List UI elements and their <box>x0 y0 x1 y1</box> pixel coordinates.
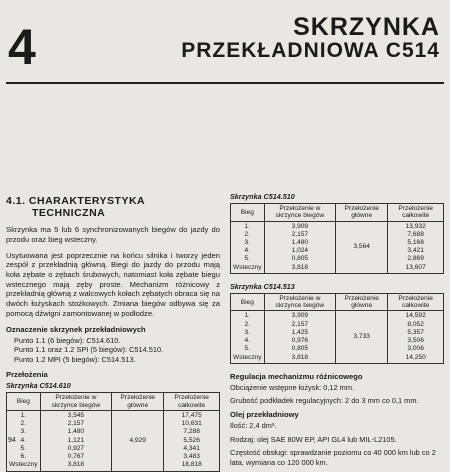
col-header-total-ratio: Przełożenie całkowite <box>388 204 444 222</box>
table-row <box>231 221 444 273</box>
ratio-table-513 <box>230 293 444 364</box>
box-ratio-value: 3,909 <box>291 222 309 230</box>
gear-value: 2. <box>244 320 251 328</box>
gear-value: 3. <box>244 328 251 336</box>
box-ratio-value: 1,480 <box>67 428 85 436</box>
ratios-heading: Przełożenia <box>6 370 48 380</box>
section-title-line-1: 4.1. CHARAKTERYSTYKA <box>6 195 146 207</box>
gear-value: 5. <box>20 444 27 452</box>
box-ratio-value: 3,545 <box>67 411 85 419</box>
table-header-row <box>231 293 444 311</box>
model-item: Punto 1.1 (6 biegów): C514.610. <box>14 335 121 345</box>
total-ratio-value: 3,006 <box>407 345 424 353</box>
right-column <box>230 190 444 472</box>
gear-value: 5. <box>244 345 251 353</box>
page-number: 94 <box>8 437 16 444</box>
gear-cell <box>231 221 265 273</box>
header-rule <box>6 82 444 84</box>
gear-value: 4. <box>244 337 251 345</box>
box-ratio-cell <box>40 410 112 471</box>
left-column <box>6 196 220 472</box>
box-ratio-value: 0,805 <box>291 255 309 263</box>
model-item: Punto 1.1 oraz 1.2 SPI (5 biegów): C514.510. <box>14 345 164 355</box>
box-ratio-value: 3,909 <box>291 312 309 320</box>
total-ratio-value: 10,631 <box>181 420 202 428</box>
total-ratio-value: 7,288 <box>183 428 200 436</box>
box-ratio-value: 3,818 <box>291 263 309 271</box>
gear-value: 4. <box>244 247 251 255</box>
gear-value: 3. <box>20 428 27 436</box>
differential-heading: Regulacja mechanizmu różnicowego <box>230 371 363 381</box>
final-ratio-cell: 4,929 <box>112 410 164 471</box>
total-ratio-value: 17,475 <box>181 411 202 419</box>
col-header-total-ratio: Przełożenie całkowite <box>164 393 220 411</box>
total-ratio-value: 14,592 <box>405 312 426 320</box>
differential-line: Grubość podkładek regulacyjnych: 2 do 3 mm co 0,1 mm. <box>230 396 419 406</box>
oil-heading: Olej przekładniowy <box>230 410 299 420</box>
gear-value: 6. <box>20 453 27 461</box>
total-ratio-value: 2,869 <box>407 255 424 263</box>
table-header-row <box>7 393 220 411</box>
total-ratio-value: 13,932 <box>405 222 426 230</box>
box-ratio-value: 3,818 <box>291 353 309 361</box>
col-header-final-ratio: Przełożenie główne <box>112 393 164 411</box>
gear-value: Wsteczny <box>9 461 38 469</box>
col-header-gear: Bieg <box>7 393 41 411</box>
section-title <box>6 196 220 219</box>
box-ratio-value: 1,121 <box>67 436 85 444</box>
box-ratio-value: 0,805 <box>291 345 309 353</box>
chapter-number: 4 <box>8 19 36 75</box>
ratio-table-610 <box>6 392 220 471</box>
gear-value: Wsteczny <box>233 353 262 361</box>
gear-value: 2. <box>244 230 251 238</box>
table-caption-510: Skrzynka C514.510 <box>230 192 295 201</box>
box-ratio-value: 2,157 <box>67 420 85 428</box>
chapter-title-line-1: SKRZYNKA <box>293 13 440 41</box>
total-ratio-value: 13,607 <box>405 263 426 271</box>
models-heading: Oznaczenie skrzynek przekładniowych <box>6 324 146 334</box>
col-header-gear: Bieg <box>231 204 265 222</box>
box-ratio-value: 1,480 <box>291 238 309 246</box>
oil-line: Ilość: 2,4 dm³. <box>230 421 277 431</box>
table-block-513 <box>230 282 444 364</box>
gear-value: 5. <box>244 255 251 263</box>
col-header-final-ratio: Przełożenie główne <box>336 204 388 222</box>
model-item: Punto 1.2 MPI (5 biegów): C514.513. <box>14 354 136 364</box>
table-block-510 <box>230 192 444 274</box>
model-list <box>14 336 220 365</box>
box-ratio-value: 2,157 <box>291 230 309 238</box>
total-ratio-value: 5,357 <box>407 328 424 336</box>
differential-line: Obciążenie wstępne łożysk: 0,12 mm. <box>230 382 355 392</box>
col-header-total-ratio: Przełożenie całkowite <box>388 293 444 311</box>
intro-paragraph: Skrzynka ma 5 lub 6 synchronizowanych biegów do jazdy do przodu oraz bieg wsteczny. <box>6 225 220 244</box>
total-ratio-value: 8,052 <box>407 320 424 328</box>
total-ratio-cell <box>388 311 444 363</box>
oil-line: Rodzaj: olej SAE 80W EP, API GL4 lub MIL-L2105. <box>230 434 397 444</box>
final-ratio-cell: 3,564 <box>336 221 388 273</box>
box-ratio-value: 0,767 <box>67 453 85 461</box>
gear-value: Wsteczny <box>233 263 262 271</box>
box-ratio-value: 0,927 <box>67 444 85 452</box>
gear-value: 3. <box>244 238 251 246</box>
gear-cell <box>231 311 265 363</box>
box-ratio-value: 2,157 <box>291 320 309 328</box>
box-ratio-value: 3,818 <box>67 461 85 469</box>
col-header-final-ratio: Przełożenie główne <box>336 293 388 311</box>
gear-value: 2. <box>20 420 27 428</box>
gear-value: 4. <box>20 436 27 444</box>
box-ratio-value: 1,024 <box>291 247 309 255</box>
gear-value: 1. <box>244 312 251 320</box>
total-ratio-value: 7,688 <box>407 230 424 238</box>
total-ratio-value: 5,526 <box>183 436 200 444</box>
table-row <box>7 410 220 471</box>
table-row <box>231 311 444 363</box>
table-caption-513: Skrzynka C514.513 <box>230 281 295 291</box>
final-ratio-cell: 3,733 <box>336 311 388 363</box>
total-ratio-cell <box>388 221 444 273</box>
total-ratio-value: 14,250 <box>405 353 426 361</box>
total-ratio-value: 3,506 <box>407 337 424 345</box>
box-ratio-value: 1,425 <box>291 328 309 336</box>
total-ratio-value: 18,818 <box>181 461 202 469</box>
col-header-box-ratio: Przełożenie w skrzynce biegów <box>264 293 336 311</box>
total-ratio-value: 3,483 <box>183 453 200 461</box>
total-ratio-value: 3,421 <box>407 247 424 255</box>
total-ratio-value: 5,168 <box>407 238 424 246</box>
total-ratio-cell <box>164 410 220 471</box>
box-ratio-cell <box>264 311 336 363</box>
section-title-line-2: TECHNICZNA <box>32 206 106 219</box>
table-header-row <box>231 204 444 222</box>
col-header-box-ratio: Przełożenie w skrzynce biegów <box>40 393 112 411</box>
gear-value: 1. <box>20 411 27 419</box>
oil-line: Częstość obsługi: sprawdzanie poziomu co 40 000 km lub co 2 lata, wymiana co 120 000 km. <box>230 448 436 467</box>
ratio-table-510 <box>230 203 444 274</box>
chapter-title <box>181 14 440 62</box>
table-caption-610: Skrzynka C514.610 <box>6 381 71 391</box>
col-header-gear: Bieg <box>231 293 265 311</box>
col-header-box-ratio: Przełożenie w skrzynce biegów <box>264 204 336 222</box>
gear-value: 1. <box>244 222 251 230</box>
chapter-title-line-2: PRZEKŁADNIOWA C514 <box>181 39 440 63</box>
box-ratio-cell <box>264 221 336 273</box>
box-ratio-value: 0,976 <box>291 337 309 345</box>
description-paragraph: Usytuowana jest poprzecznie na końcu silnika i tworzy jeden zespół z przekładnią główną. Biegi do jazdy do przodu mają koła zębate o zębach śrubowych, natomiast koła zębate biegu wstecznego mają zęby proste. Mechanizm różnicowy z przekładnią główną z walcowych kołach zębatych obraca się na dwóch łożyskach stożkowych. Zmiana biegów odbywa się za pomocą dźwigni zamontowanej w podłodze. <box>6 250 221 318</box>
total-ratio-value: 4,341 <box>183 444 200 452</box>
